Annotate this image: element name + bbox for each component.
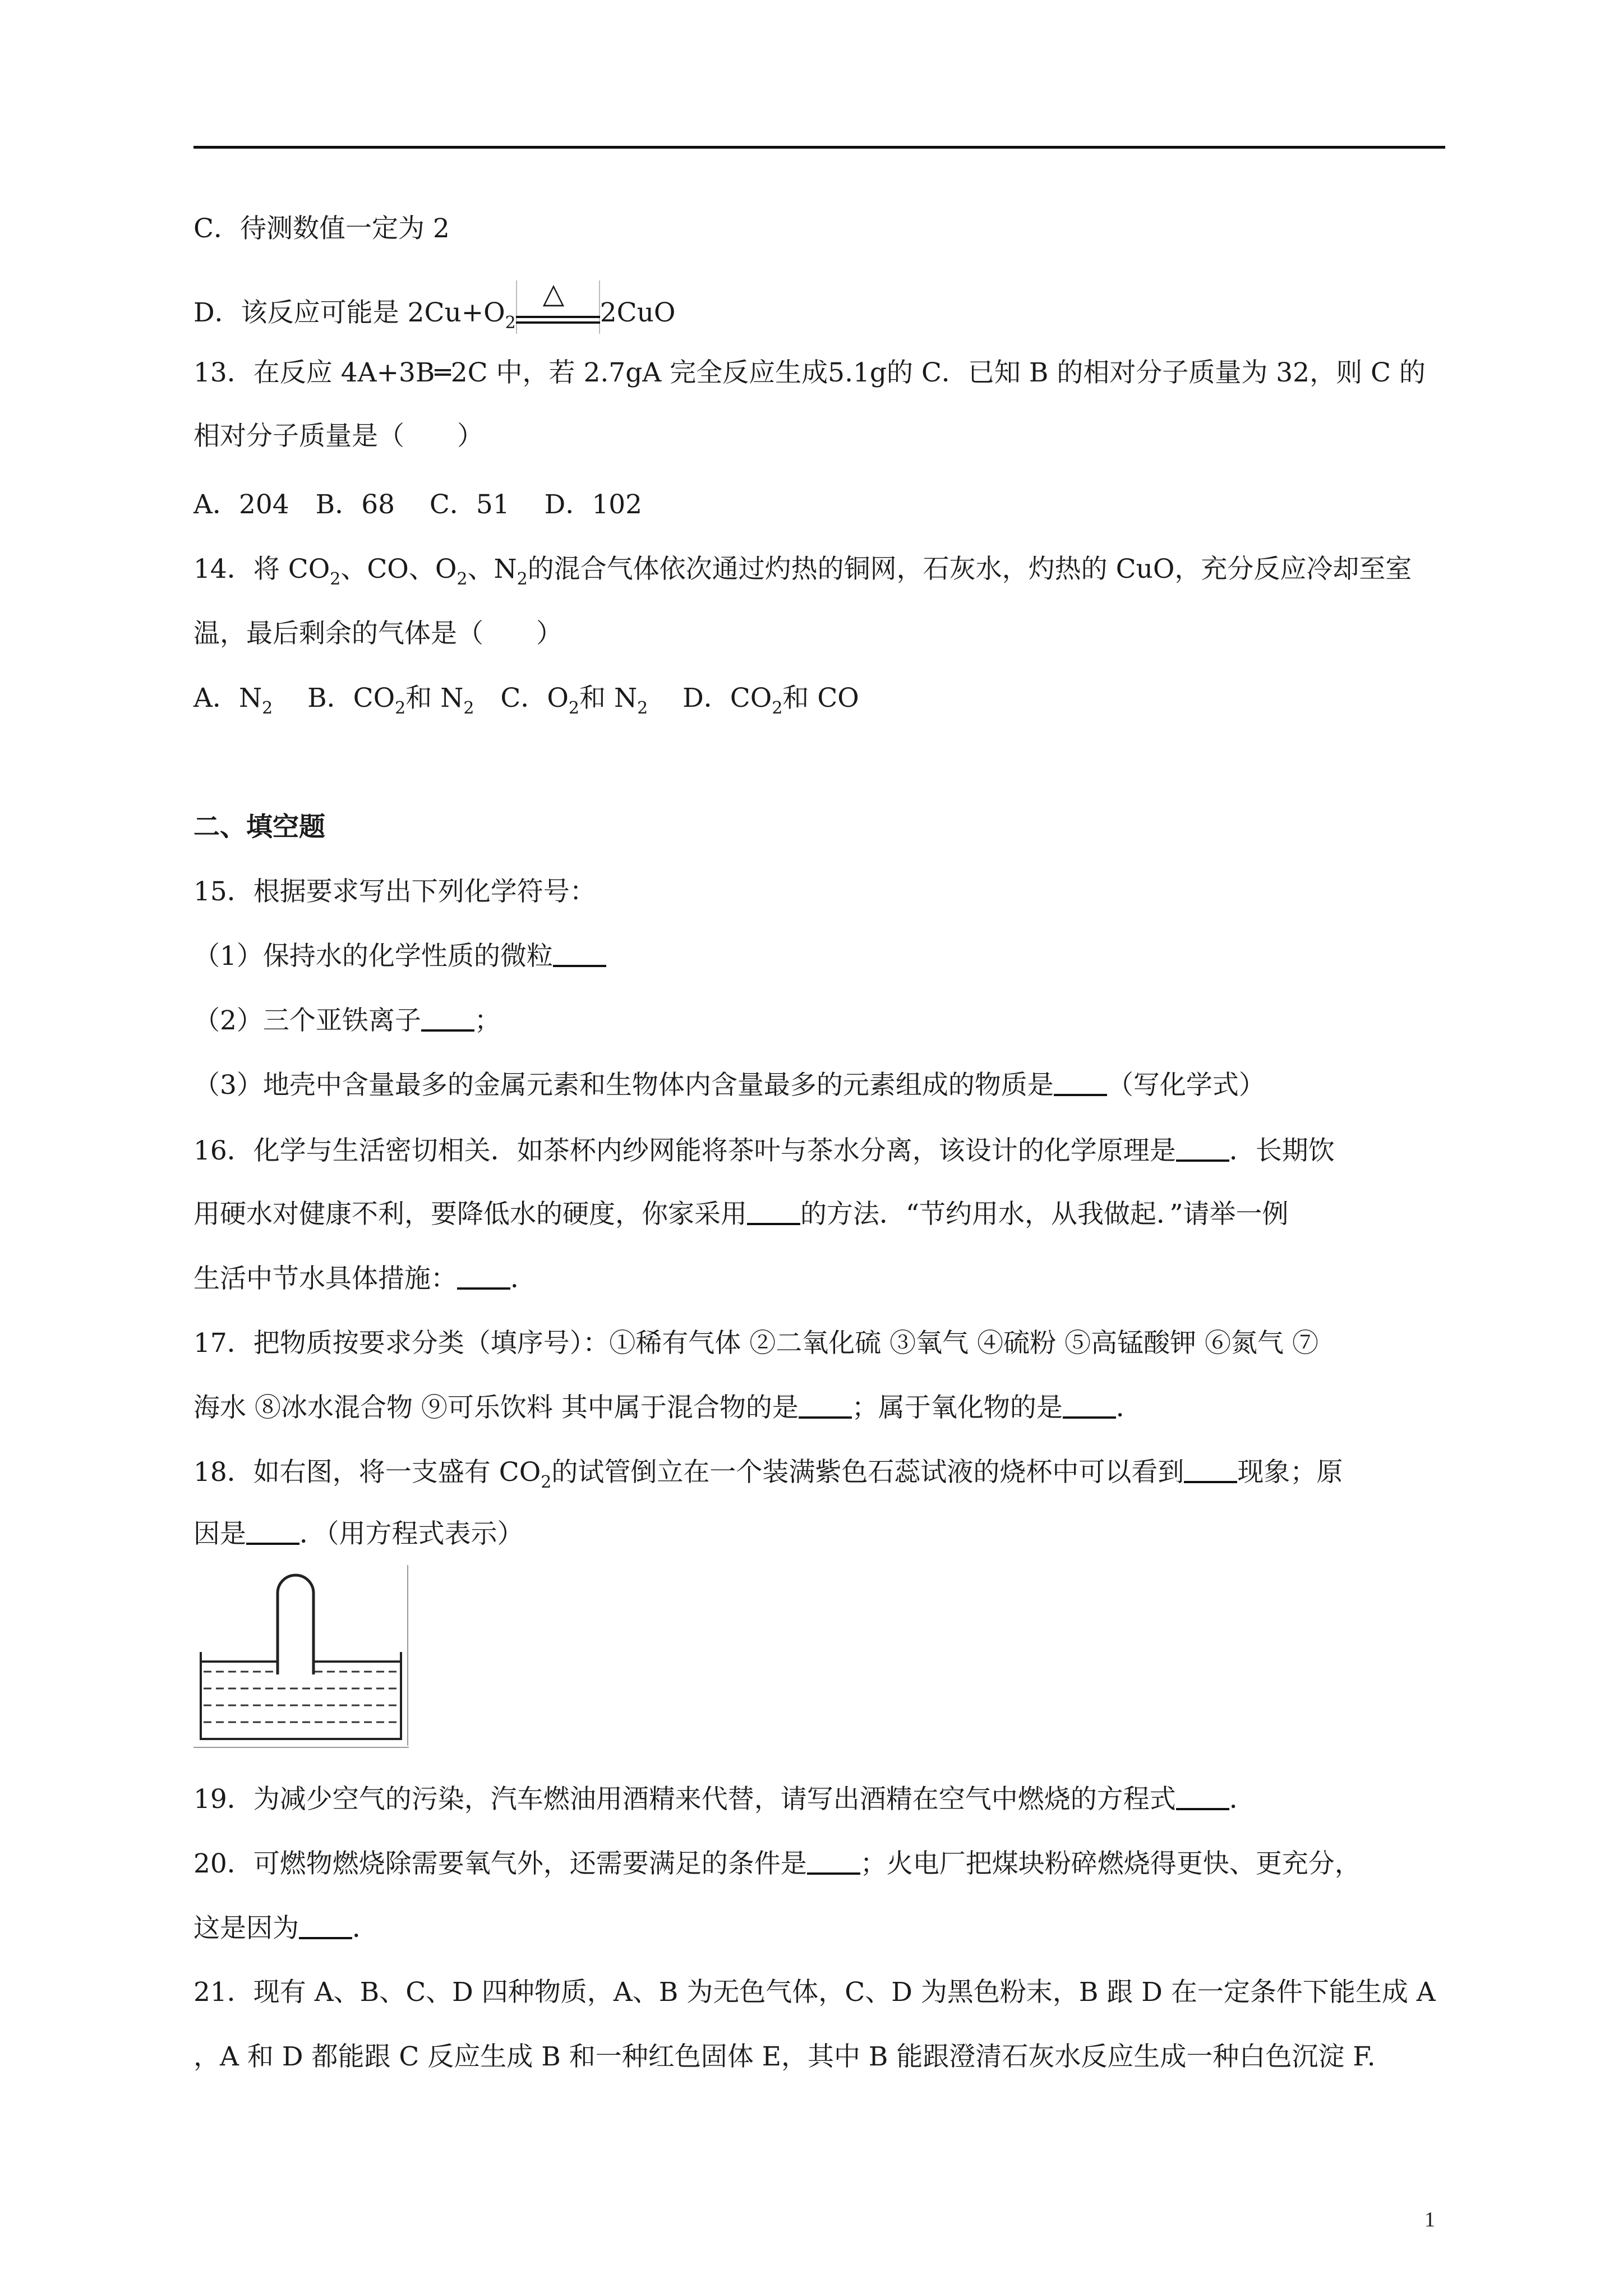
question-15-part-2: （2）三个亚铁离子 ； (193, 1005, 501, 1036)
answer-blank[interactable] (421, 1005, 474, 1032)
answer-blank[interactable] (1054, 1069, 1107, 1096)
question-15-part-3: （3）地壳中含量最多的金属元素和生物体内含量最多的元素组成的物质是 （写化学式） (193, 1070, 1265, 1101)
question-21-line-2: ，A 和 D 都能跟 C 反应生成 B 和一种红色固体 E，其中 B 能跟澄清石灰水反应生成一种白色沉淀 F. (193, 2041, 1376, 2072)
answer-blank[interactable] (799, 1392, 852, 1419)
option-c-q12: C．待测数值一定为 2 (193, 213, 450, 244)
question-18-line-1: 18．如右图，将一支盛有 $CO_2$的试管倒立在一个装满紫色石蕊试液的烧杯中可以看到 现象；原 (193, 1457, 1343, 1492)
question-15-stem: 15．根据要求写出下列化学符号： (193, 876, 596, 907)
heat-triangle-icon: △ (542, 277, 565, 310)
question-19: 19．为减少空气的污染，汽车燃油用酒精来代替，请写出酒精在空气中燃烧的方程式 ． (193, 1784, 1256, 1815)
question-16-line-2: 用硬水对健康不利，要降低水的硬度，你家采用 的方法．“节约用水，从我做起．”请举一例 (193, 1199, 1289, 1230)
option-d-text: D．该反应可能是 2Cu+O (193, 297, 505, 328)
question-14-line-1: 14．将 $CO_2$、CO、$O_2$、$N_2$的混合气体依次通过灼热的铜网，石灰水，灼热的 CuO，充分反应冷却至室 (193, 554, 1412, 589)
answer-blank[interactable] (1176, 1135, 1229, 1162)
answer-blank[interactable] (457, 1263, 510, 1290)
question-20-line-2: 这是因为 ． (193, 1913, 379, 1944)
question-18-line-2: 因是 ．（用方程式表示） (193, 1519, 524, 1549)
question-15-part-1: （1）保持水的化学性质的微粒 (193, 940, 606, 973)
question-13-line-2: 相对分子质量是（ ） (193, 421, 483, 452)
page-number: 1 (1424, 2208, 1435, 2231)
section-heading: 二、填空题 (193, 812, 325, 843)
answer-blank[interactable] (807, 1848, 860, 1875)
answer-blank[interactable] (747, 1198, 800, 1225)
question-14-line-2: 温，最后剩余的气体是（ ） (193, 618, 562, 649)
question-21-line-1: 21．现有 A、B、C、D 四种物质，A、B 为无色气体，C、D 为黑色粉末，B 跟 D 在一定条件下能生成 A (193, 1977, 1436, 2008)
reaction-condition-symbol (516, 277, 600, 334)
question-13-line-1: 13．在反应 4A+3B═2C 中，若 2.7gA 完全反应生成5.1g的 C．已知 B 的相对分子质量为 32，则 C 的 (193, 357, 1426, 388)
option-d-product: 2CuO (600, 297, 676, 328)
answer-blank[interactable] (1176, 1783, 1229, 1810)
answer-blank[interactable] (1063, 1392, 1116, 1419)
question-16-line-3: 生活中节水具体措施： ． (193, 1263, 537, 1294)
subscript: 2 (505, 313, 516, 333)
question-17-line-2: 海水 ⑧冰水混合物 ⑨可乐饮料 其中属于混合物的是 ；属于氧化物的是 ． (193, 1392, 1142, 1423)
answer-blank[interactable] (246, 1518, 299, 1545)
question-20-line-1: 20．可燃物燃烧除需要氧气外，还需要满足的条件是 ；火电厂把煤块粉碎燃烧得更快、更充分， (193, 1848, 1361, 1879)
answer-blank[interactable] (1184, 1456, 1237, 1483)
header-rule (193, 146, 1445, 149)
answer-blank[interactable] (553, 940, 606, 967)
question-17-line-1: 17．把物质按要求分类（填序号）：①稀有气体 ②二氧化硫 ③氧气 ④硫粉 ⑤高锰酸钾 ⑥氮气 ⑦ (193, 1328, 1318, 1359)
question-14-options: A．$N_2$ B．$CO_2$和 $N_2$ C．$O_2$和 $N_2$ D．$CO_2$和 CO (193, 683, 859, 718)
question-16-line-1: 16．化学与生活密切相关．如茶杯内纱网能将茶叶与茶水分离，该设计的化学原理是 ．长期饮 (193, 1135, 1335, 1166)
question-13-options: A．204 B．68 C．51 D．102 (193, 489, 643, 520)
option-d-q12 (193, 277, 676, 334)
test-tube-beaker-figure (193, 1565, 412, 1750)
answer-blank[interactable] (299, 1912, 352, 1939)
